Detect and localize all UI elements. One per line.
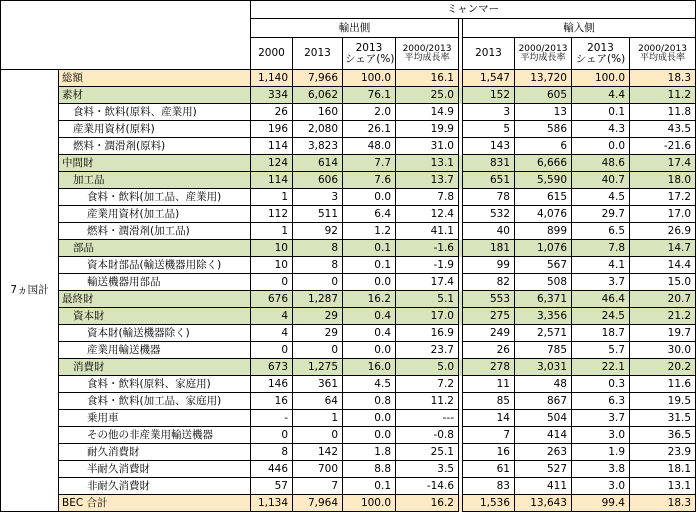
table-row — [1, 121, 696, 138]
value-cell: 899 — [515, 223, 572, 240]
value-cell: 48.0 — [343, 138, 396, 155]
value-cell: 18.0 — [630, 172, 696, 189]
value-cell: -0.8 — [396, 427, 459, 444]
table-row — [1, 189, 696, 206]
value-cell: 92 — [293, 223, 343, 240]
value-cell: 0.1 — [343, 257, 396, 274]
column-header — [396, 38, 459, 70]
value-cell: 76.1 — [343, 87, 396, 104]
value-cell: 11.2 — [630, 87, 696, 104]
table-row — [1, 223, 696, 240]
value-cell: 11.2 — [396, 393, 459, 410]
value-cell: 13.1 — [630, 478, 696, 495]
column-header-line: 平均成長率 — [520, 52, 566, 63]
value-cell: 14 — [463, 410, 515, 427]
table-row — [1, 138, 696, 155]
value-cell: -1.6 — [396, 240, 459, 257]
value-cell: 1,140 — [251, 70, 293, 87]
value-cell: 6,371 — [515, 291, 572, 308]
value-cell: 0 — [293, 342, 343, 359]
value-cell: 1 — [251, 223, 293, 240]
value-cell: 99.4 — [572, 495, 630, 512]
value-cell: 3.5 — [396, 461, 459, 478]
value-cell: 13 — [515, 104, 572, 121]
value-cell: 7.8 — [396, 189, 459, 206]
group-label: 7ヵ国計 — [1, 70, 59, 512]
column-header-line: シェア(%) — [345, 52, 395, 65]
value-cell: 100.0 — [343, 495, 396, 512]
value-cell: 17.2 — [630, 189, 696, 206]
value-cell: 4.1 — [572, 257, 630, 274]
value-cell: 16.0 — [343, 359, 396, 376]
value-cell: 23.9 — [630, 444, 696, 461]
table-row — [1, 342, 696, 359]
value-cell: 12.4 — [396, 206, 459, 223]
column-header-line: 平均成長率 — [404, 52, 450, 63]
value-cell: 5.7 — [572, 342, 630, 359]
row-label: 燃料・潤滑剤(原料) — [59, 138, 251, 155]
value-cell: 16 — [251, 393, 293, 410]
value-cell: 3.8 — [572, 461, 630, 478]
header-corner — [1, 1, 251, 70]
value-cell: 0.0 — [343, 189, 396, 206]
row-label: その他の非産業用輸送機器 — [59, 427, 251, 444]
value-cell: 41.1 — [396, 223, 459, 240]
value-cell: 5 — [463, 121, 515, 138]
value-cell: 24.5 — [572, 308, 630, 325]
column-header — [515, 38, 572, 70]
value-cell: 567 — [515, 257, 572, 274]
value-cell: 867 — [515, 393, 572, 410]
value-cell: 508 — [515, 274, 572, 291]
value-cell: 5.1 — [396, 291, 459, 308]
value-cell: 527 — [515, 461, 572, 478]
row-label: 総額 — [59, 70, 251, 87]
column-header-line: 平均成長率 — [640, 52, 686, 63]
value-cell: 20.2 — [630, 359, 696, 376]
value-cell: 0.0 — [343, 274, 396, 291]
value-cell: 6 — [515, 138, 572, 155]
value-cell: 1,076 — [515, 240, 572, 257]
value-cell: 4 — [251, 325, 293, 342]
value-cell: 7,964 — [293, 495, 343, 512]
table-row — [1, 291, 696, 308]
value-cell: 5.0 — [396, 359, 459, 376]
value-cell: 334 — [251, 87, 293, 104]
value-cell: -21.6 — [630, 138, 696, 155]
value-cell: 700 — [293, 461, 343, 478]
column-header — [463, 38, 515, 70]
value-cell: 13,720 — [515, 70, 572, 87]
value-cell: 14.9 — [396, 104, 459, 121]
column-header-line: 2000 — [258, 47, 285, 60]
value-cell: 8 — [293, 257, 343, 274]
value-cell: 8 — [293, 240, 343, 257]
value-cell: 19.5 — [630, 393, 696, 410]
value-cell: --- — [396, 410, 459, 427]
value-cell: 143 — [463, 138, 515, 155]
value-cell: 31.5 — [630, 410, 696, 427]
value-cell: 7 — [293, 478, 343, 495]
value-cell: 831 — [463, 155, 515, 172]
value-cell: 0.0 — [343, 427, 396, 444]
value-cell: 446 — [251, 461, 293, 478]
row-label: 資本財(輸送機器除く) — [59, 325, 251, 342]
table-row — [1, 495, 696, 512]
value-cell: 114 — [251, 138, 293, 155]
table-row — [1, 240, 696, 257]
value-cell: 16.1 — [396, 70, 459, 87]
value-cell: 553 — [463, 291, 515, 308]
value-cell: -14.6 — [396, 478, 459, 495]
value-cell: 263 — [515, 444, 572, 461]
table-row — [1, 70, 696, 87]
value-cell: 10 — [251, 240, 293, 257]
value-cell: 19.7 — [630, 325, 696, 342]
row-label: 乗用車 — [59, 410, 251, 427]
row-label: 部品 — [59, 240, 251, 257]
table-row — [1, 393, 696, 410]
value-cell: 6.4 — [343, 206, 396, 223]
table-row — [1, 359, 696, 376]
value-cell: 1 — [251, 189, 293, 206]
row-label: 産業用資材(加工品) — [59, 206, 251, 223]
row-label: 食料・飲料(原料、産業用) — [59, 104, 251, 121]
value-cell: 3.7 — [572, 410, 630, 427]
value-cell: 361 — [293, 376, 343, 393]
value-cell: 7.8 — [572, 240, 630, 257]
value-cell: 1,287 — [293, 291, 343, 308]
value-cell: - — [251, 410, 293, 427]
value-cell: 0.3 — [572, 376, 630, 393]
value-cell: 29 — [293, 308, 343, 325]
value-cell: 3 — [293, 189, 343, 206]
value-cell: 7 — [463, 427, 515, 444]
value-cell: 504 — [515, 410, 572, 427]
column-header — [251, 38, 293, 70]
value-cell: 676 — [251, 291, 293, 308]
value-cell: 78 — [463, 189, 515, 206]
row-label: 産業用資材(原料) — [59, 121, 251, 138]
value-cell: 0 — [251, 342, 293, 359]
value-cell: 15.0 — [630, 274, 696, 291]
value-cell: 21.2 — [630, 308, 696, 325]
table-row — [1, 376, 696, 393]
value-cell: 3.7 — [572, 274, 630, 291]
value-cell: 13,643 — [515, 495, 572, 512]
value-cell: 40.7 — [572, 172, 630, 189]
value-cell: 4.5 — [572, 189, 630, 206]
table-row — [1, 172, 696, 189]
value-cell: 1,536 — [463, 495, 515, 512]
value-cell: 16.2 — [343, 291, 396, 308]
value-cell: 4.3 — [572, 121, 630, 138]
value-cell: 14.7 — [630, 240, 696, 257]
value-cell: 0 — [251, 427, 293, 444]
value-cell: 3,356 — [515, 308, 572, 325]
row-label: 非耐久消費財 — [59, 478, 251, 495]
value-cell: 0.4 — [343, 325, 396, 342]
value-cell: 511 — [293, 206, 343, 223]
value-cell: 83 — [463, 478, 515, 495]
value-cell: 3.0 — [572, 427, 630, 444]
column-header — [572, 38, 630, 70]
value-cell: 112 — [251, 206, 293, 223]
value-cell: 8.8 — [343, 461, 396, 478]
row-label: 食料・飲料(加工品、家庭用) — [59, 393, 251, 410]
value-cell: 64 — [293, 393, 343, 410]
table-row — [1, 206, 696, 223]
value-cell: 0 — [251, 274, 293, 291]
value-cell: 18.3 — [630, 70, 696, 87]
table-row — [1, 257, 696, 274]
column-header — [630, 38, 696, 70]
value-cell: 0.4 — [343, 308, 396, 325]
column-header-line: 2000/2013 — [518, 43, 568, 54]
value-cell: 586 — [515, 121, 572, 138]
value-cell: 615 — [515, 189, 572, 206]
value-cell: 275 — [463, 308, 515, 325]
value-cell: 181 — [463, 240, 515, 257]
column-header-line: 2013 — [304, 47, 331, 60]
value-cell: 146 — [251, 376, 293, 393]
value-cell: 14.4 — [630, 257, 696, 274]
table-row — [1, 325, 696, 342]
value-cell: 48.6 — [572, 155, 630, 172]
value-cell: 4.4 — [572, 87, 630, 104]
value-cell: 31.0 — [396, 138, 459, 155]
header-country: ミャンマー — [251, 1, 696, 19]
value-cell: 13.7 — [396, 172, 459, 189]
value-cell: 160 — [293, 104, 343, 121]
row-label: 食料・飲料(加工品、産業用) — [59, 189, 251, 206]
value-cell: 0.0 — [343, 342, 396, 359]
value-cell: 100.0 — [572, 70, 630, 87]
value-cell: 0.8 — [343, 393, 396, 410]
value-cell: 0.1 — [572, 104, 630, 121]
table-row — [1, 104, 696, 121]
value-cell: 614 — [293, 155, 343, 172]
row-label: 資本財部品(輸送機器用除く) — [59, 257, 251, 274]
value-cell: -1.9 — [396, 257, 459, 274]
value-cell: 85 — [463, 393, 515, 410]
row-label: 加工品 — [59, 172, 251, 189]
value-cell: 411 — [515, 478, 572, 495]
value-cell: 3,031 — [515, 359, 572, 376]
value-cell: 29 — [293, 325, 343, 342]
value-cell: 26 — [463, 342, 515, 359]
row-label: BEC 合計 — [59, 495, 251, 512]
table-row — [1, 274, 696, 291]
value-cell: 7,966 — [293, 70, 343, 87]
value-cell: 20.7 — [630, 291, 696, 308]
column-header-line: 2000/2013 — [402, 43, 452, 54]
value-cell: 11.8 — [630, 104, 696, 121]
value-cell: 7.7 — [343, 155, 396, 172]
value-cell: 11 — [463, 376, 515, 393]
value-cell: 5,590 — [515, 172, 572, 189]
value-cell: 16.2 — [396, 495, 459, 512]
value-cell: 23.7 — [396, 342, 459, 359]
value-cell: 11.6 — [630, 376, 696, 393]
row-label: 輸送機器用部品 — [59, 274, 251, 291]
table-row — [1, 410, 696, 427]
value-cell: 6,062 — [293, 87, 343, 104]
value-cell: 6.5 — [572, 223, 630, 240]
table-row — [1, 478, 696, 495]
table-row — [1, 427, 696, 444]
value-cell: 16 — [463, 444, 515, 461]
value-cell: 13.1 — [396, 155, 459, 172]
value-cell: 4,076 — [515, 206, 572, 223]
value-cell: 99 — [463, 257, 515, 274]
value-cell: 414 — [515, 427, 572, 444]
value-cell: 114 — [251, 172, 293, 189]
value-cell: 785 — [515, 342, 572, 359]
value-cell: 1,547 — [463, 70, 515, 87]
value-cell: 2.0 — [343, 104, 396, 121]
value-cell: 25.0 — [396, 87, 459, 104]
value-cell: 82 — [463, 274, 515, 291]
column-header-line: 2000/2013 — [638, 43, 687, 54]
value-cell: 6,666 — [515, 155, 572, 172]
value-cell: 16.9 — [396, 325, 459, 342]
table-row — [1, 87, 696, 104]
value-cell: 1 — [293, 410, 343, 427]
value-cell: 2,571 — [515, 325, 572, 342]
value-cell: 1.9 — [572, 444, 630, 461]
row-label: 産業用輸送機器 — [59, 342, 251, 359]
column-header-line: シェア(%) — [575, 52, 626, 65]
value-cell: 18.3 — [630, 495, 696, 512]
value-cell: 0.0 — [572, 138, 630, 155]
row-label: 燃料・潤滑剤(加工品) — [59, 223, 251, 240]
row-label: 消費財 — [59, 359, 251, 376]
value-cell: 532 — [463, 206, 515, 223]
value-cell: 0 — [293, 274, 343, 291]
value-cell: 1,134 — [251, 495, 293, 512]
value-cell: 61 — [463, 461, 515, 478]
table-row — [1, 308, 696, 325]
column-header-line: 2013 — [587, 42, 614, 54]
value-cell: 19.9 — [396, 121, 459, 138]
value-cell: 1.8 — [343, 444, 396, 461]
value-cell: 26 — [251, 104, 293, 121]
value-cell: 17.4 — [396, 274, 459, 291]
value-cell: 8 — [251, 444, 293, 461]
value-cell: 17.0 — [630, 206, 696, 223]
value-cell: 46.4 — [572, 291, 630, 308]
value-cell: 36.5 — [630, 427, 696, 444]
value-cell: 10 — [251, 257, 293, 274]
value-cell: 7.2 — [396, 376, 459, 393]
value-cell: 142 — [293, 444, 343, 461]
column-header — [293, 38, 343, 70]
row-label: 耐久消費財 — [59, 444, 251, 461]
value-cell: 22.1 — [572, 359, 630, 376]
value-cell: 651 — [463, 172, 515, 189]
value-cell: 0.1 — [343, 478, 396, 495]
value-cell: 3 — [463, 104, 515, 121]
value-cell: 0.0 — [343, 410, 396, 427]
value-cell: 7.6 — [343, 172, 396, 189]
value-cell: 43.5 — [630, 121, 696, 138]
value-cell: 1.2 — [343, 223, 396, 240]
value-cell: 6.3 — [572, 393, 630, 410]
row-label: 資本財 — [59, 308, 251, 325]
column-header-line: 2013 — [475, 47, 502, 60]
value-cell: 673 — [251, 359, 293, 376]
value-cell: 30.0 — [630, 342, 696, 359]
value-cell: 17.0 — [396, 308, 459, 325]
value-cell: 0.1 — [343, 240, 396, 257]
value-cell: 152 — [463, 87, 515, 104]
value-cell: 4.5 — [343, 376, 396, 393]
value-cell: 1,275 — [293, 359, 343, 376]
value-cell: 29.7 — [572, 206, 630, 223]
value-cell: 26.9 — [630, 223, 696, 240]
value-cell: 3.0 — [572, 478, 630, 495]
value-cell: 25.1 — [396, 444, 459, 461]
row-label: 半耐久消費財 — [59, 461, 251, 478]
value-cell: 605 — [515, 87, 572, 104]
value-cell: 18.1 — [630, 461, 696, 478]
row-label: 素材 — [59, 87, 251, 104]
value-cell: 57 — [251, 478, 293, 495]
table-row — [1, 461, 696, 478]
column-header-line: 2013 — [355, 42, 383, 54]
value-cell: 40 — [463, 223, 515, 240]
value-cell: 196 — [251, 121, 293, 138]
value-cell: 0 — [293, 427, 343, 444]
value-cell: 4 — [251, 308, 293, 325]
column-header — [343, 38, 396, 70]
value-cell: 278 — [463, 359, 515, 376]
row-label: 最終財 — [59, 291, 251, 308]
value-cell: 100.0 — [343, 70, 396, 87]
value-cell: 3,823 — [293, 138, 343, 155]
value-cell: 2,080 — [293, 121, 343, 138]
header-import-side: 輸入側 — [463, 19, 696, 38]
row-label: 食料・飲料(原料、家庭用) — [59, 376, 251, 393]
value-cell: 48 — [515, 376, 572, 393]
table-row — [1, 155, 696, 172]
value-cell: 26.1 — [343, 121, 396, 138]
value-cell: 124 — [251, 155, 293, 172]
row-label: 中間財 — [59, 155, 251, 172]
value-cell: 249 — [463, 325, 515, 342]
value-cell: 18.7 — [572, 325, 630, 342]
header-export-side: 輸出側 — [251, 19, 459, 38]
table-row — [1, 444, 696, 461]
value-cell: 606 — [293, 172, 343, 189]
value-cell: 17.4 — [630, 155, 696, 172]
